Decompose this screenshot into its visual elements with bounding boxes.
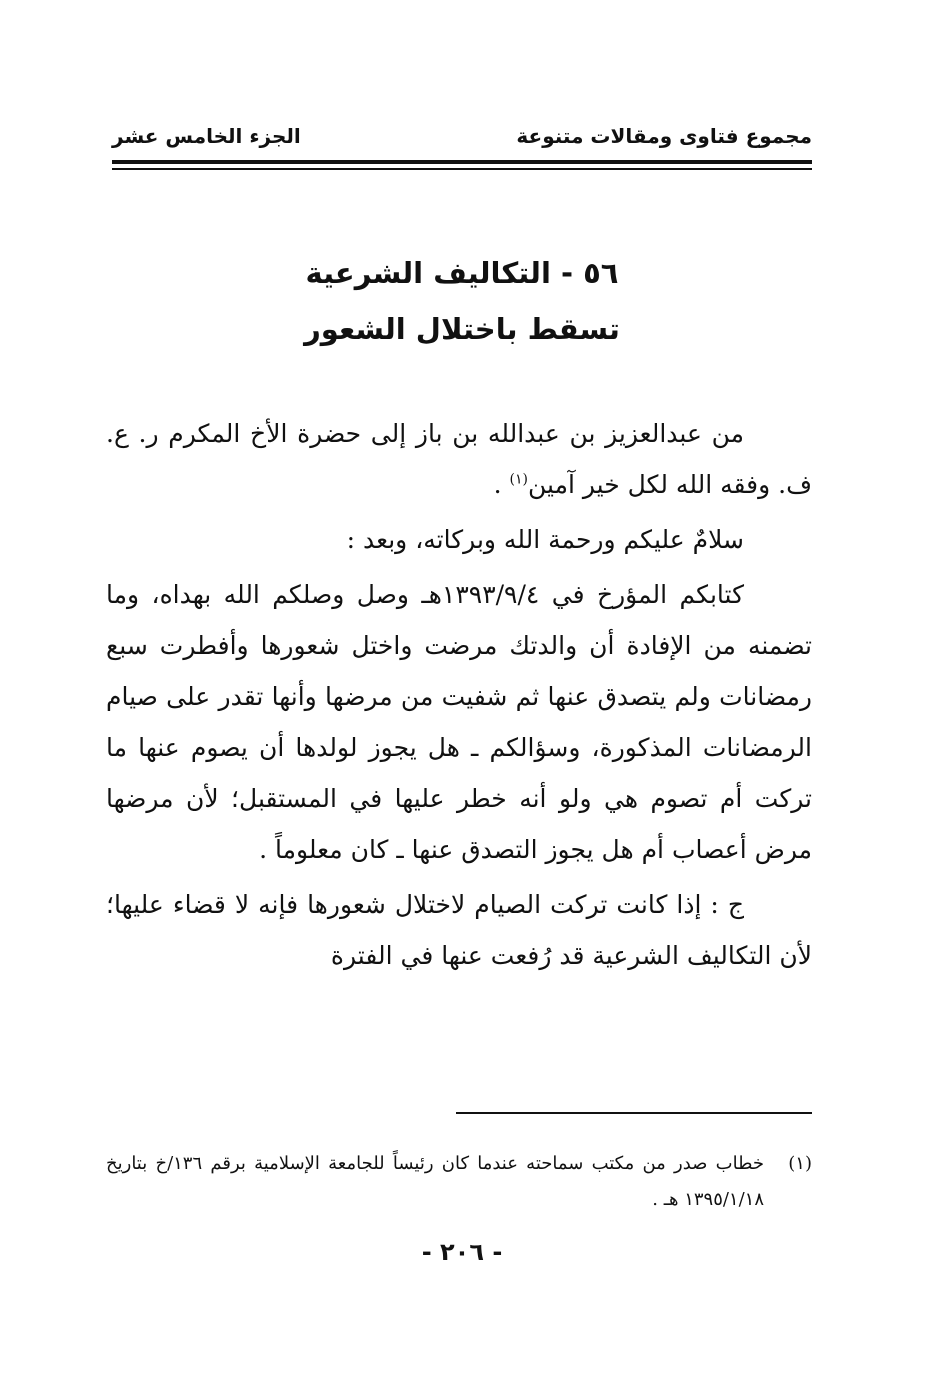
greeting-paragraph: سلامٌ عليكم ورحمة الله وبركاته، وبعد : xyxy=(346,525,744,554)
footnote-separator xyxy=(456,1112,812,1114)
salutation-text: من عبدالعزيز بن عبدالله بن باز إلى حضرة الأخ المكرم ر. ع. ف. وفقه الله لكل خير آمين xyxy=(106,419,812,499)
article-title xyxy=(112,245,812,357)
footnote-mark: (١) xyxy=(788,1153,812,1174)
salutation-paragraph xyxy=(106,408,812,510)
question-paragraph: كتابكم المؤرخ في ١٣٩٣/٩/٤هـ وصل وصلكم الله بهداه، وما تضمنه من الإفادة أن والدتك مرضت واختل شعورها وأفطرت سبع رمضانات ولم يتصدق عنها ثم شفيت من مرضها وأنها تقدر على صيام الرمضانات المذكورة، وسؤالكم ـ هل يجوز لولدها أن يصوم عنها ما تركت أم تصوم هي ولو أنه خطر عليها في المستقبل؛ لأن مرضها مرض أعصاب أم هل يجوز التصدق عنها ـ كان معلوماً . xyxy=(106,580,812,864)
body-text xyxy=(106,408,812,985)
page-number: - ٢٠٦ - xyxy=(421,1238,503,1266)
book-title: مجموع فتاوى ومقالات متنوعة xyxy=(516,124,812,148)
footnote-text: خطاب صدر من مكتب سماحته عندما كان رئيساً للجامعة الإسلامية برقم ١٣٦/خ بتاريخ ١٣٩٥/١/١٨ هـ . xyxy=(106,1153,764,1210)
header-rule-thin xyxy=(112,168,812,170)
article-title-line-2: تسقط باختلال الشعور xyxy=(304,312,620,346)
header-rule-thick xyxy=(112,160,812,164)
footnote xyxy=(106,1146,812,1218)
volume-label: الجزء الخامس عشر xyxy=(112,124,301,148)
answer-paragraph: ج : إذا كانت تركت الصيام لاختلال شعورها فإنه لا قضاء عليها؛ لأن التكاليف الشرعية قد رُفعت عنها في الفترة xyxy=(106,890,812,970)
footnote-reference: (١) xyxy=(509,471,529,488)
running-header xyxy=(112,118,812,154)
salutation-end: . xyxy=(493,470,502,499)
article-title-line-1: ٥٦ - التكاليف الشرعية xyxy=(305,256,619,290)
